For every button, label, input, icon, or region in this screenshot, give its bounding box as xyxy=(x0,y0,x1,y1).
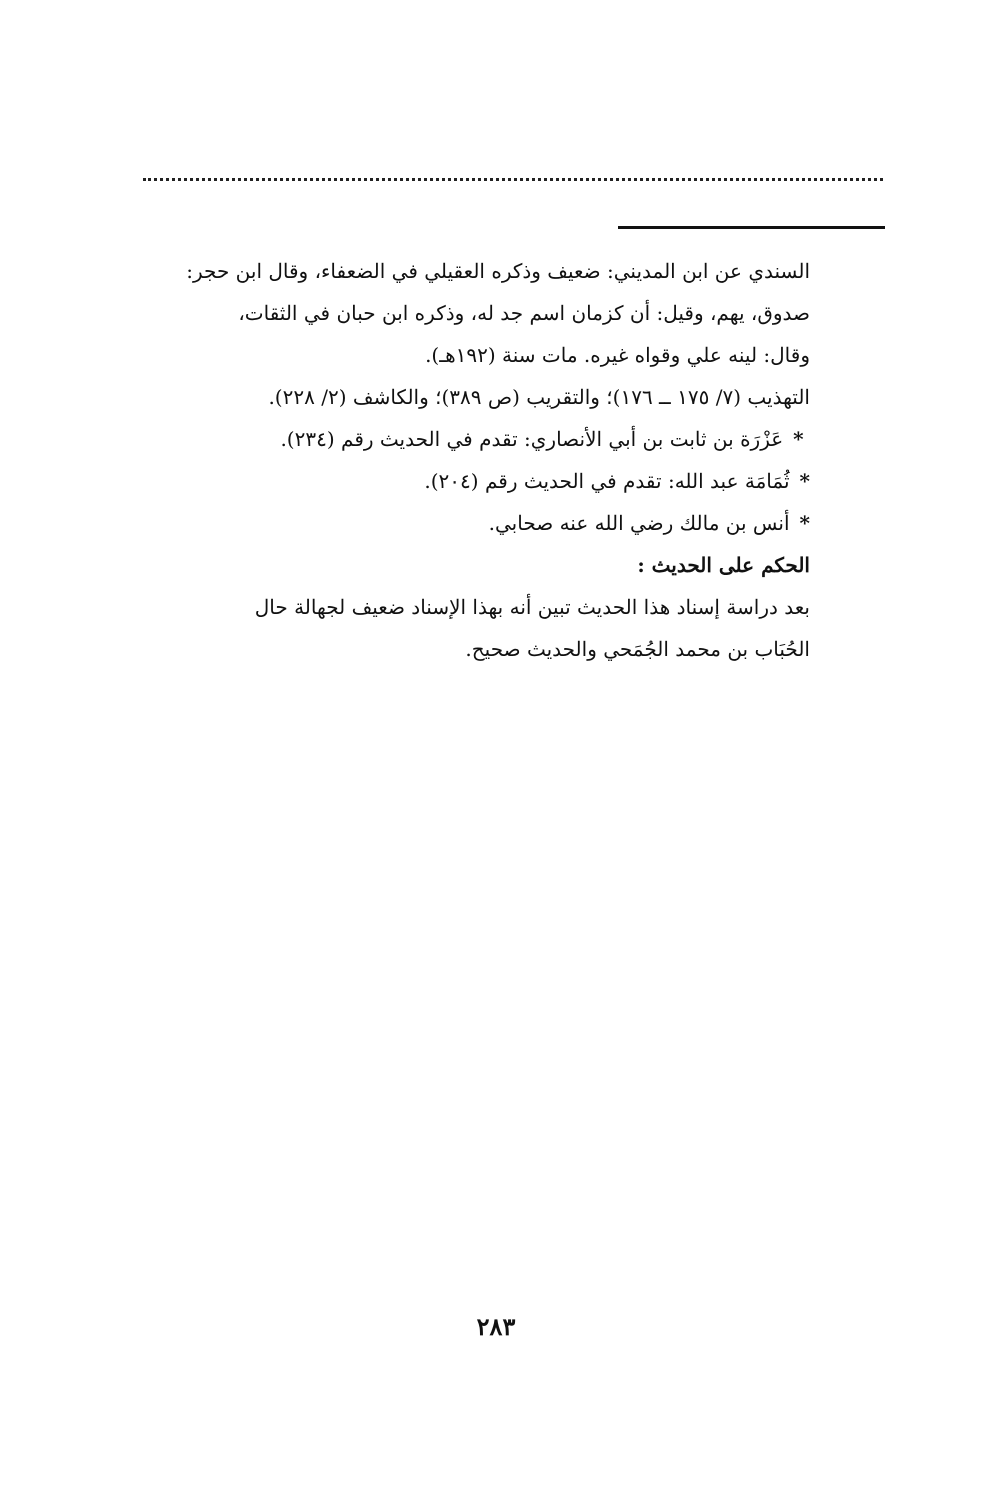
text-line: السندي عن ابن المديني: ضعيف وذكره العقيلي في الضعفاء، وقال ابن حجر: xyxy=(186,259,810,283)
text-line: وقال: لينه علي وقواه غيره. مات سنة (١٩٢هـ). xyxy=(425,343,810,367)
footnote-rule xyxy=(618,226,885,229)
narrator-text: ثُمَامَة عبد الله: تقدم في الحديث رقم (٢٠٤). xyxy=(424,469,790,493)
narrator-item xyxy=(138,418,810,460)
page-number: ٢٨٣ xyxy=(476,1312,516,1341)
conclusion-line: بعد دراسة إسناد هذا الحديث تبين أنه بهذا الإسناد ضعيف لجهالة حال xyxy=(254,595,810,619)
narrator-item xyxy=(138,460,810,502)
bullet-mark: * xyxy=(799,469,810,493)
dotted-divider xyxy=(143,178,883,181)
conclusion-line: الحُبَاب بن محمد الجُمَحي والحديث صحيح. xyxy=(465,637,810,661)
narrator-item xyxy=(138,502,810,544)
text-line: صدوق، يهم، وقيل: أن كزمان اسم جد له، وذكره ابن حبان في الثقات، xyxy=(238,301,810,325)
bullet-mark: * xyxy=(793,427,804,451)
main-text xyxy=(138,250,810,670)
narrator-text: أنس بن مالك رضي الله عنه صحابي. xyxy=(488,511,790,535)
narrator-text: عَزْرَة بن ثابت بن أبي الأنصاري: تقدم في الحديث رقم (٢٣٤). xyxy=(280,427,784,451)
section-heading: الحكم على الحديث : xyxy=(637,553,810,577)
bullet-mark: * xyxy=(799,511,810,535)
citation-line: التهذيب (٧/ ١٧٥ ــ ١٧٦)؛ والتقريب (ص ٣٨٩)؛ والكاشف (٢/ ٢٢٨). xyxy=(268,385,810,409)
